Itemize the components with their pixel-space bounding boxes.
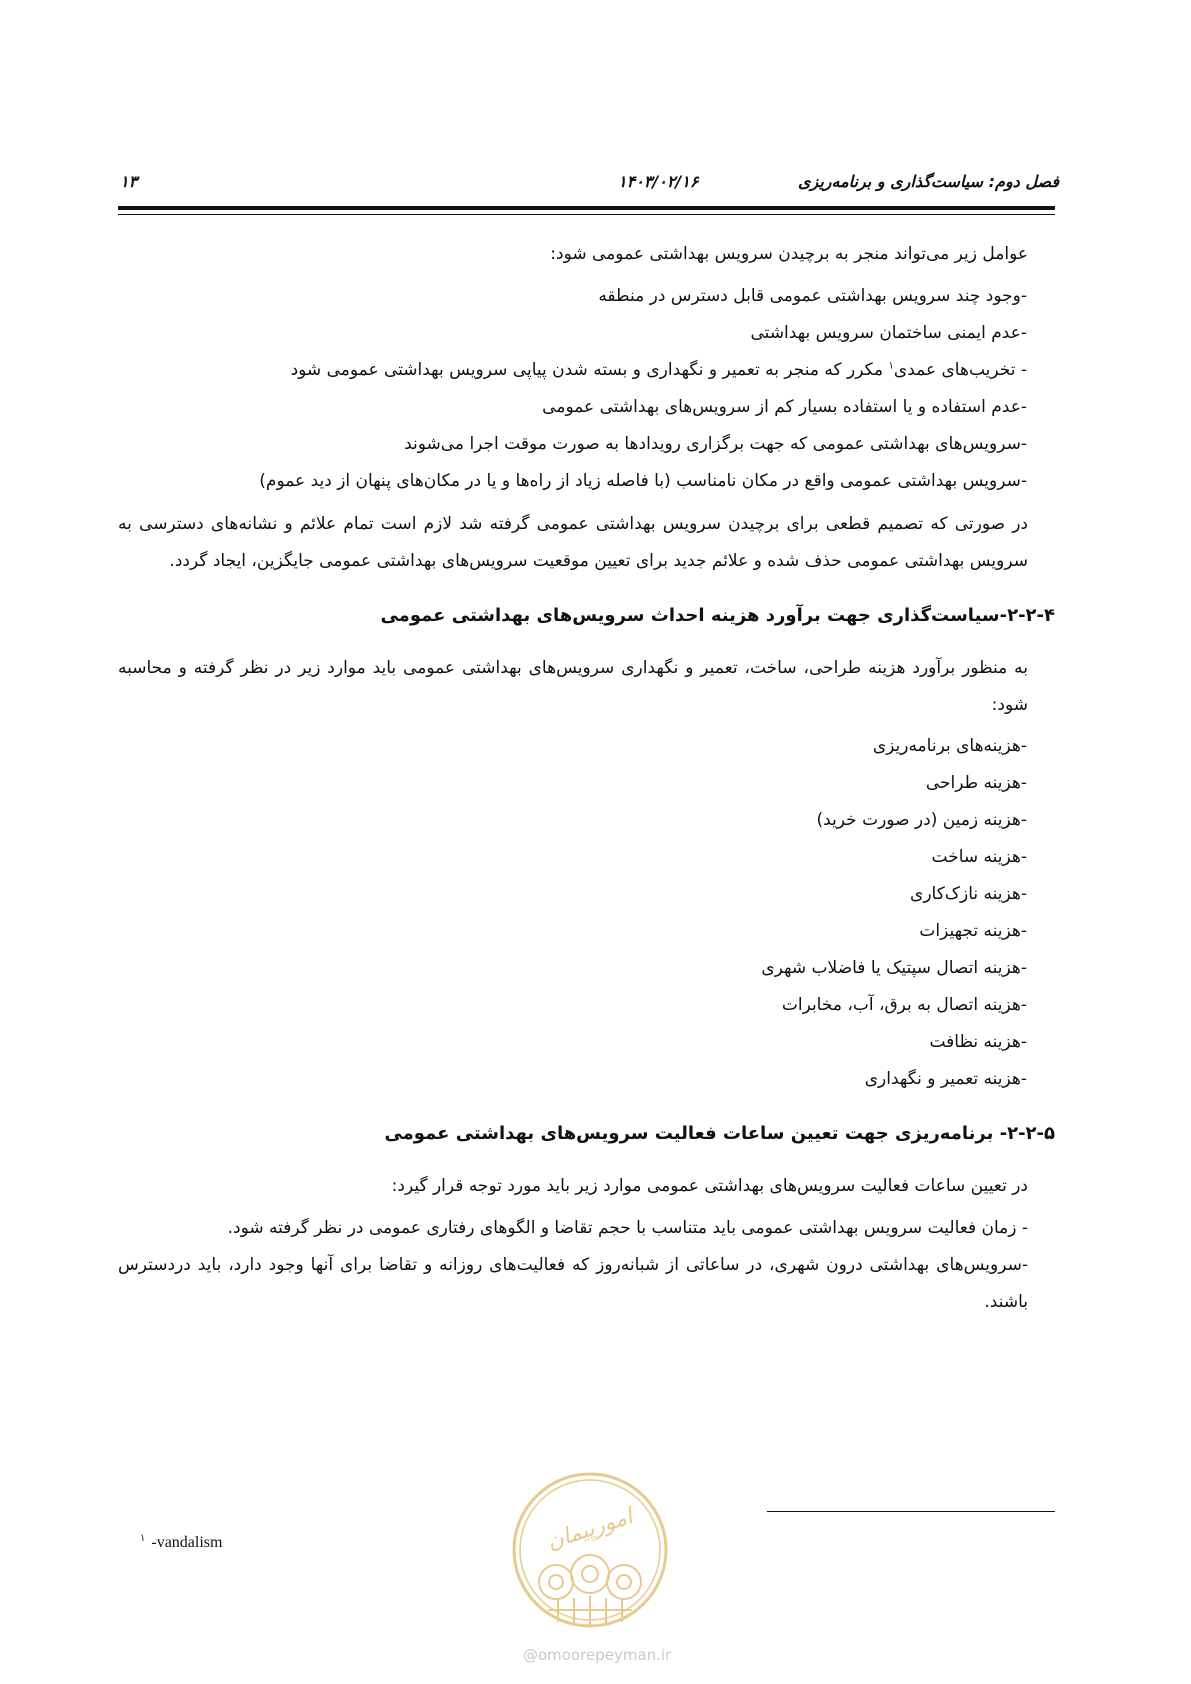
footnote-text: -vandalism (151, 1534, 223, 1551)
footnote-reference[interactable]: ۱ (888, 360, 894, 372)
list-item: -هزینه اتصال به برق، آب، مخابرات (781, 995, 1027, 1015)
section-heading: ۲-۲-۴-سیاست‌گذاری جهت برآورد هزینه احداث سرویس‌های بهداشتی عمومی (380, 605, 1055, 626)
footnote-rule (767, 1511, 1055, 1512)
removal-paragraph: در صورتی که تصمیم قطعی برای برچیدن سرویس بهداشتی عمومی گرفته شد لازم است تمام علائم و نشانه‌های دسترسی به سرویس بهداشتی عمومی حذف شده و علائم جدید برای تعیین موقعیت سرویس‌های بهداشتی عمومی جایگزین، ایجاد گردد. (118, 514, 1028, 571)
section-heading: ۲-۲-۵- برنامه‌ریزی جهت تعیین ساعات فعالیت سرویس‌های بهداشتی عمومی (384, 1123, 1055, 1144)
list-item (118, 352, 1055, 389)
list-item: -سرویس‌های بهداشتی درون شهری، در ساعاتی از شبانه‌روز که فعالیت‌های روزانه و تقاضا برای آنها وجود دارد، باید دردسترس باشند. (118, 1255, 1028, 1312)
footnote-marker: ۱ (140, 1532, 146, 1544)
list-item: -هزینه تجهیزات (919, 921, 1027, 941)
watermark-seal-icon (510, 1470, 670, 1630)
list-item-text: - تخریب‌های عمدی (893, 360, 1027, 380)
list-item: -وجود چند سرویس بهداشتی عمومی قابل دسترس در منطقه (598, 286, 1027, 306)
list-item: -هزینه اتصال سپتیک یا فاضلاب شهری (761, 958, 1027, 978)
list-item: -هزینه زمین (در صورت خرید) (816, 810, 1027, 830)
header-rule-thin (118, 214, 1055, 215)
page-number: ۱۳ (120, 172, 138, 191)
header-rule-thick (118, 206, 1055, 210)
list-item: - زمان فعالیت سرویس بهداشتی عمومی باید متناسب با حجم تقاضا و الگوهای رفتاری عمومی در نظر گرفته شود. (227, 1218, 1028, 1238)
svg-text:امورپیمان: امورپیمان (544, 1504, 636, 1556)
hours-intro-paragraph: در تعیین ساعات فعالیت سرویس‌های بهداشتی عمومی موارد زیر باید مورد توجه قرار گیرد: (391, 1176, 1028, 1196)
cost-intro-paragraph: به منظور برآورد هزینه طراحی، ساخت، تعمیر و نگهداری سرویس‌های بهداشتی عمومی باید موارد زیر در نظر گرفته و محاسبه شود: (118, 658, 1028, 715)
list-item: -هزینه تعمیر و نگهداری (864, 1069, 1027, 1089)
list-item: -هزینه نازک‌کاری (910, 884, 1027, 904)
running-header-date: ۱۴۰۳/۰۲/۱۶ (618, 172, 699, 191)
intro-paragraph: عوامل زیر می‌تواند منجر به برچیدن سرویس بهداشتی عمومی شود: (550, 244, 1028, 264)
list-item: -هزینه‌های برنامه‌ریزی (872, 736, 1027, 756)
list-item: -سرویس بهداشتی عمومی واقع در مکان نامناسب (با فاصله زیاد از راه‌ها و یا در مکان‌های پنهان از دید عموم) (259, 471, 1027, 491)
list-item: -هزینه نظافت (929, 1032, 1027, 1052)
running-header-chapter: فصل دوم: سیاست‌گذاری و برنامه‌ریزی (797, 172, 1059, 191)
list-item: -عدم ایمنی ساختمان سرویس بهداشتی (750, 323, 1027, 343)
list-item: -عدم استفاده و یا استفاده بسیار کم از سرویس‌های بهداشتی عمومی (542, 397, 1027, 417)
list-item-text: مکرر که منجر به تعمیر و نگهداری و بسته شدن پیاپی سرویس بهداشتی عمومی شود (290, 360, 889, 380)
page-body (118, 236, 1055, 1321)
watermark-url: @omoorepeyman.ir (523, 1646, 672, 1664)
list-item: -هزینه ساخت (931, 847, 1027, 867)
list-item: -هزینه طراحی (925, 773, 1027, 793)
footnote (140, 1534, 222, 1552)
list-item: -سرویس‌های بهداشتی عمومی که جهت برگزاری رویدادها به صورت موقت اجرا می‌شوند (404, 434, 1027, 454)
